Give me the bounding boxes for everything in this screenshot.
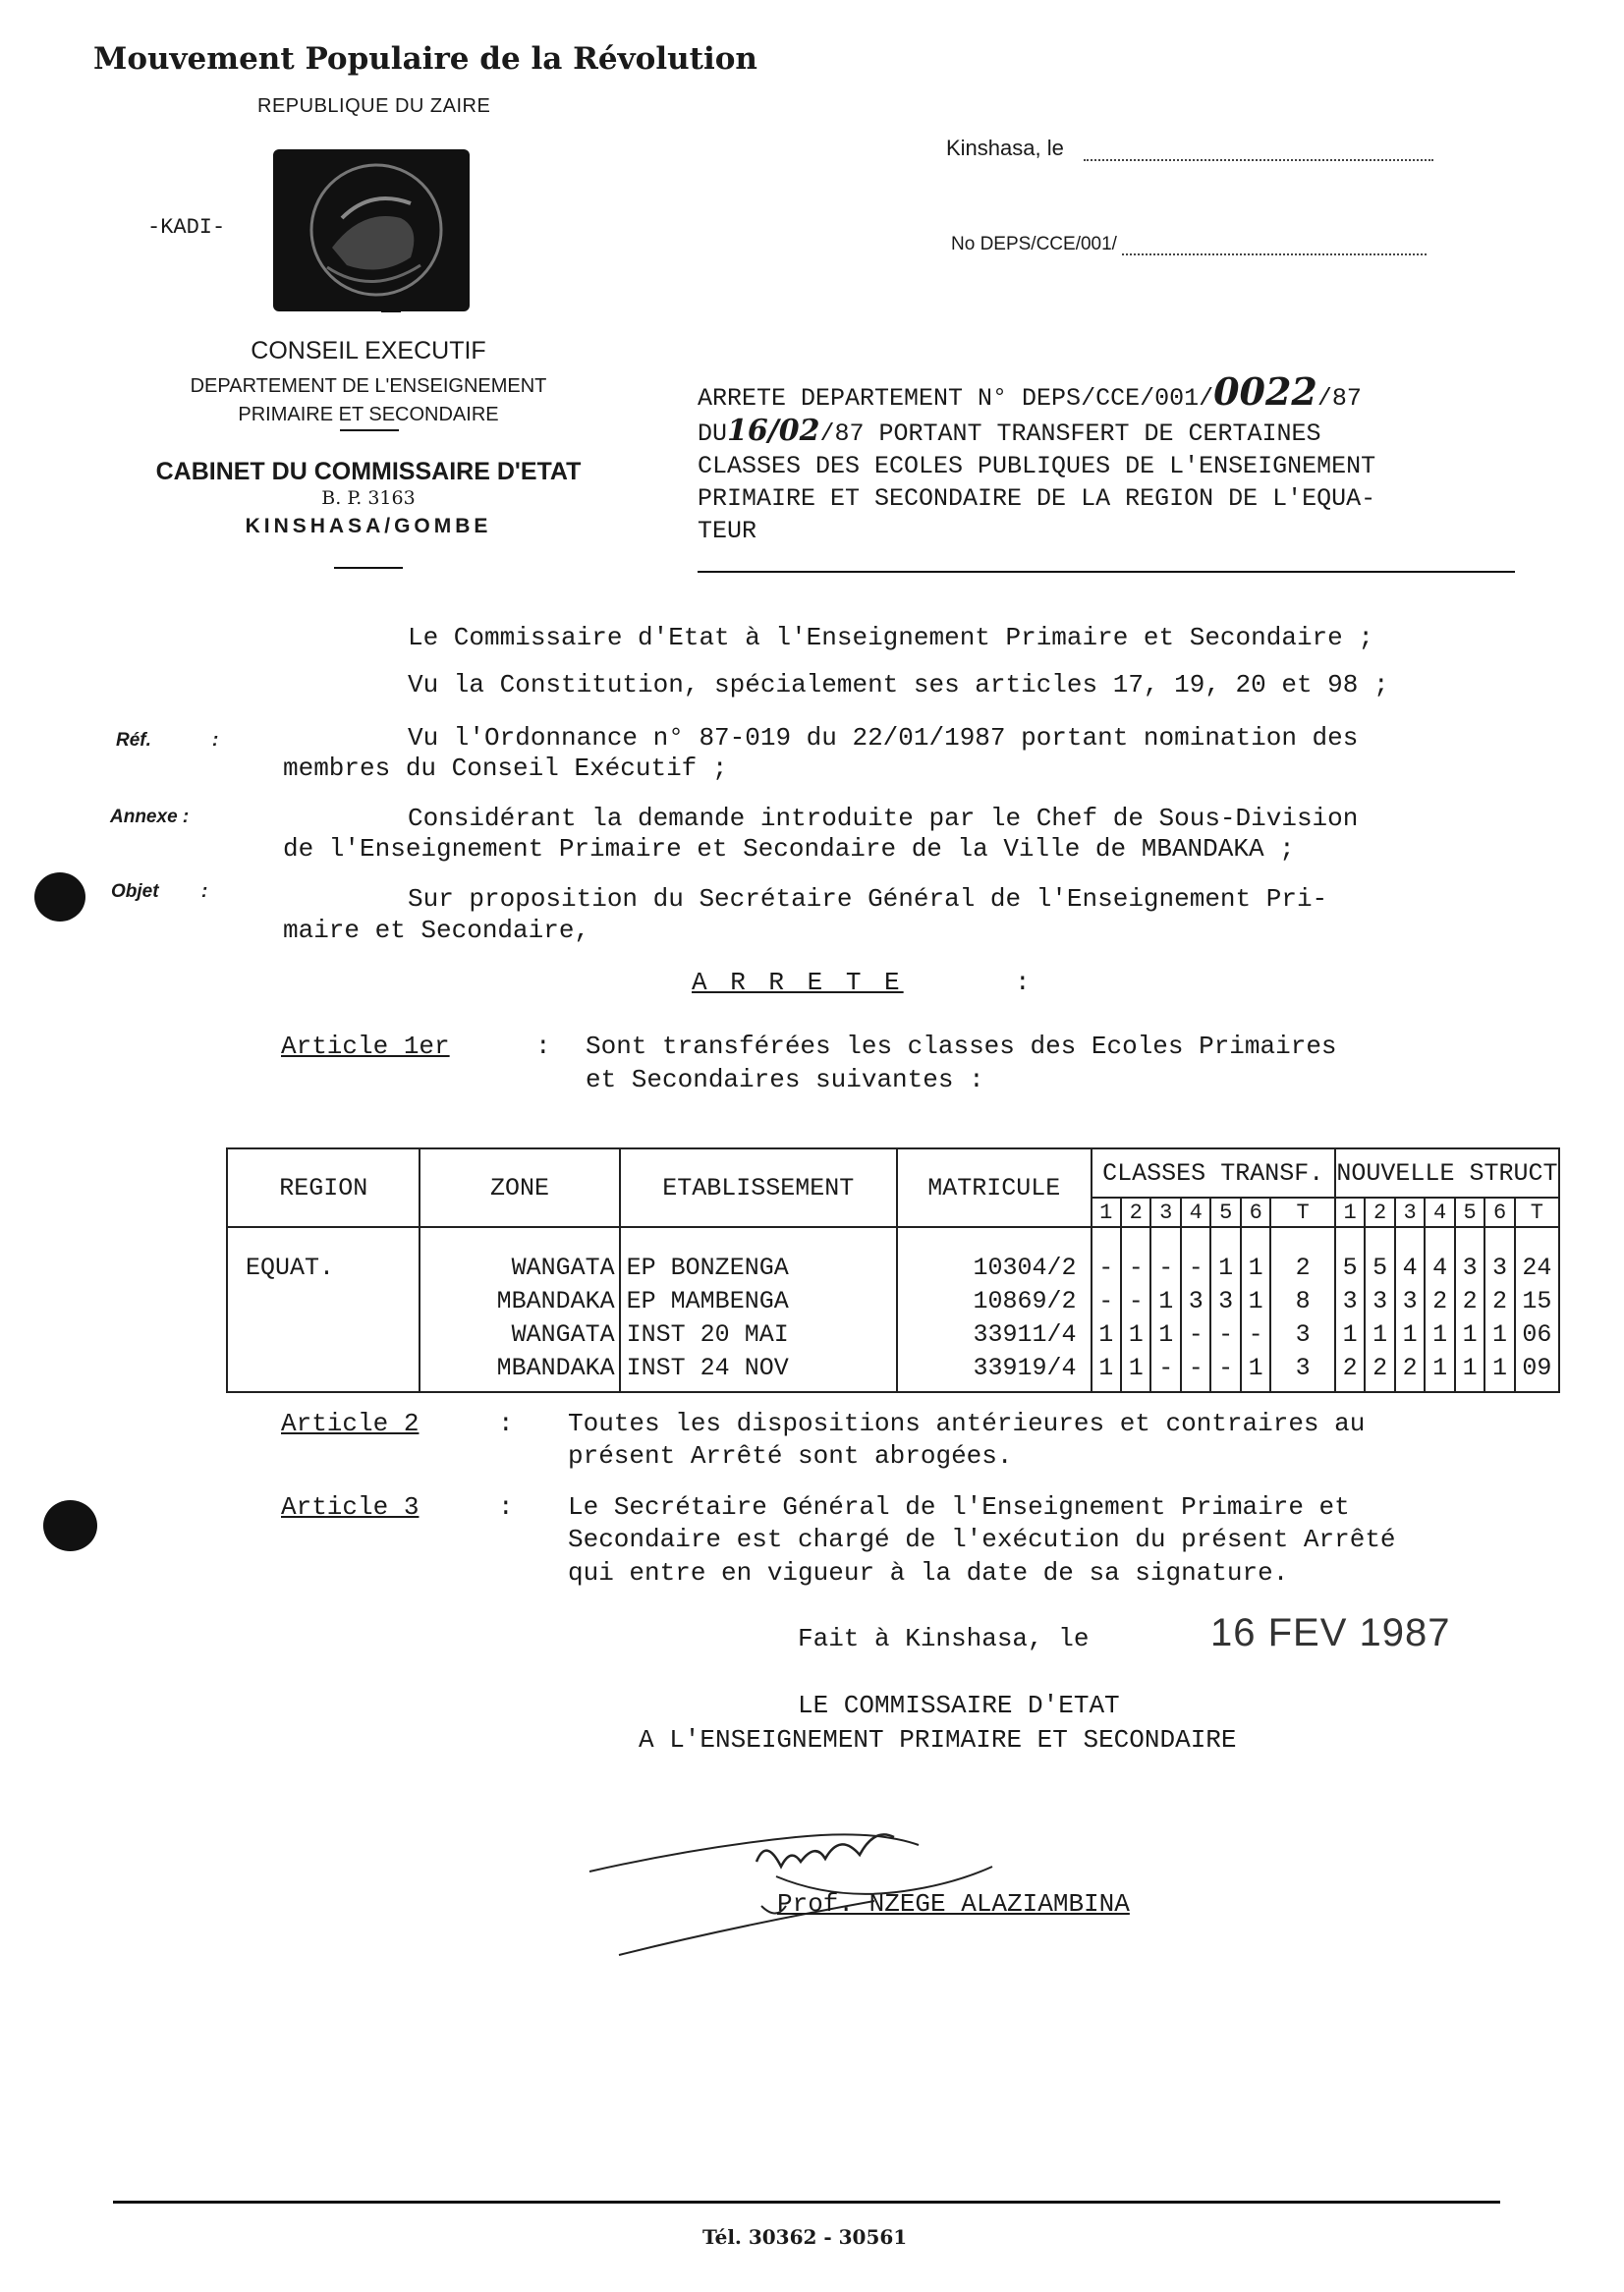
preamble-ordonnance-2: membres du Conseil Exécutif ; [283,754,728,783]
struct-count: 3 [1342,1287,1358,1315]
subcol-classes: 5 [1210,1198,1240,1227]
struct-count: 4 [1432,1254,1448,1282]
zone-value: WANGATA [511,1254,615,1282]
class-count: 1 [1248,1254,1263,1282]
fait-a-kinshasa: Fait à Kinshasa, le [798,1624,1090,1653]
table-header-row [227,1148,1559,1198]
date-stamp: 16 FEV 1987 [1210,1611,1451,1654]
article-1-line-1: Sont transférées les classes des Ecoles Primaires [586,1032,1337,1061]
zone-value: MBANDAKA [496,1287,615,1315]
movement-name: Mouvement Populaire de la Révolution [93,41,757,77]
heading-rule [698,571,1515,573]
signatory-name: Prof. NZEGE ALAZIAMBINA [777,1889,1130,1919]
heading-line-3: CLASSES DES ECOLES PUBLIQUES DE L'ENSEIGNEMENT [698,452,1376,480]
arrete-colon: : [1015,968,1031,997]
etab-value: EP MAMBENGA [626,1287,789,1315]
cell-matricules [897,1227,1092,1392]
struct-count: 5 [1372,1254,1388,1282]
cell-etablissements [620,1227,897,1392]
article-2-line-1: Toutes les dispositions antérieures et contraires au [568,1409,1366,1438]
struct-count: 3 [1462,1254,1478,1282]
col-header-classes-transf: CLASSES TRANSF. [1092,1148,1335,1198]
etab-value: INST 20 MAI [626,1320,789,1349]
cell-classes-col [1241,1227,1270,1392]
class-count: - [1218,1320,1234,1349]
struct-count: 1 [1462,1354,1478,1382]
subcol-classes: 2 [1121,1198,1150,1227]
article-3-line-2: Secondaire est chargé de l'exécution du présent Arrêté [568,1525,1396,1554]
arrete-title: A R R E T E [692,968,904,997]
heading-year: /87 [1316,384,1362,413]
cell-classes-col [1181,1227,1210,1392]
subcol-nouvelle: 5 [1455,1198,1484,1227]
class-count: 1 [1128,1320,1144,1349]
heading-line-5: TEUR [698,517,757,545]
cell-region [227,1227,420,1392]
margin-object-label: Objet [111,881,159,902]
heading-line-1: ARRETE DEPARTEMENT N° DEPS/CCE/001/ [698,384,1214,413]
cell-zones [420,1227,619,1392]
heading-line-2: /87 PORTANT TRANSFERT DE CERTAINES [819,419,1321,448]
class-count: - [1188,1254,1204,1282]
class-count: 1 [1098,1354,1114,1382]
footer-rule [113,2201,1500,2204]
matricule-value: 10869/2 [973,1287,1077,1315]
article-1-sep: : [535,1032,551,1061]
class-count: - [1098,1254,1114,1282]
subcol-nouvelle-total: T [1515,1198,1559,1227]
article-3-sep: : [498,1492,514,1522]
date-blank [1084,159,1433,161]
class-count: 1 [1158,1320,1174,1349]
struct-count: 3 [1402,1287,1418,1315]
struct-count: 2 [1492,1287,1508,1315]
class-count: 1 [1158,1287,1174,1315]
decree-date-handwritten: 16/02 [727,414,820,448]
footer-telephone: Tél. 30362 - 30561 [702,2225,908,2249]
subcol-classes: 3 [1150,1198,1180,1227]
subcol-nouvelle: 3 [1395,1198,1425,1227]
article-1-line-2: et Secondaires suivantes : [586,1065,984,1094]
struct-count: 4 [1402,1254,1418,1282]
etab-value: EP BONZENGA [626,1254,789,1282]
struct-count: 1 [1372,1320,1388,1349]
subcol-classes-total: T [1270,1198,1334,1227]
etab-value: INST 24 NOV [626,1354,789,1382]
struct-count: 1 [1492,1320,1508,1349]
department-line-2: PRIMAIRE ET SECONDAIRE [238,404,499,425]
punch-hole-mark-bottom [43,1500,97,1551]
article-3-line-1: Le Secrétaire Général de l'Enseignement Primaire et [568,1492,1350,1522]
article-2-label: Article 2 [281,1409,420,1438]
decree-heading [698,369,1533,547]
subcol-nouvelle: 1 [1335,1198,1365,1227]
city-name: KINSHASA/GOMBE [245,515,492,537]
struct-count: 1 [1492,1354,1508,1382]
class-count: 1 [1218,1254,1234,1282]
struct-count: 1 [1342,1320,1358,1349]
class-count: 1 [1098,1320,1114,1349]
cabinet-name: CABINET DU COMMISSAIRE D'ETAT [155,458,582,485]
struct-count: 1 [1402,1320,1418,1349]
struct-count: 1 [1462,1320,1478,1349]
margin-object-colon: : [201,881,208,902]
matricule-value: 33911/4 [973,1320,1077,1349]
class-count: - [1128,1287,1144,1315]
col-header-region: REGION [227,1148,420,1227]
struct-count: 1 [1432,1320,1448,1349]
department-rule [340,429,399,431]
reference-label: No DEPS/CCE/001/ [951,234,1117,254]
class-total: 3 [1295,1354,1311,1382]
heading-du: DU [698,419,728,448]
republic-name: REPUBLIQUE DU ZAIRE [257,95,491,117]
subcol-nouvelle: 2 [1365,1198,1394,1227]
class-count: - [1188,1320,1204,1349]
struct-total: 06 [1522,1320,1552,1349]
council-name: CONSEIL EXECUTIF [251,337,486,364]
preamble-constitution: Vu la Constitution, spécialement ses articles 17, 19, 20 et 98 ; [408,670,1389,699]
article-2-sep: : [498,1409,514,1438]
place-label: Kinshasa, le [946,136,1064,160]
class-count: - [1158,1254,1174,1282]
reference-blank [1122,253,1427,255]
matricule-value: 33919/4 [973,1354,1077,1382]
cell-classes-col [1092,1227,1121,1392]
struct-count: 2 [1402,1354,1418,1382]
zone-value: WANGATA [511,1320,615,1349]
struct-count: 2 [1432,1287,1448,1315]
struct-count: 5 [1342,1254,1358,1282]
commissioner-title-2: A L'ENSEIGNEMENT PRIMAIRE ET SECONDAIRE [639,1725,1237,1755]
cell-nouvelle-col [1335,1227,1365,1392]
class-count: - [1218,1354,1234,1382]
preamble-demand-1: Considérant la demande introduite par le Chef de Sous-Division [408,804,1359,833]
class-count: - [1128,1254,1144,1282]
region-value: EQUAT. [246,1254,335,1282]
class-count: 3 [1218,1287,1234,1315]
table-data-row [227,1227,1559,1392]
col-header-etablissement: ETABLISSEMENT [620,1148,897,1227]
article-1-label: Article 1er [281,1032,450,1061]
margin-ref-colon: : [212,730,219,751]
class-total: 2 [1295,1254,1311,1282]
heading-line-4: PRIMAIRE ET SECONDAIRE DE LA REGION DE L'EQUA- [698,484,1376,513]
class-count: 1 [1128,1354,1144,1382]
cell-nouvelle-total [1515,1227,1559,1392]
cell-classes-col [1150,1227,1180,1392]
class-count: 3 [1188,1287,1204,1315]
struct-count: 2 [1372,1354,1388,1382]
preamble-demand-2: de l'Enseignement Primaire et Secondaire de la Ville de MBANDAKA ; [283,834,1295,864]
struct-count: 3 [1492,1254,1508,1282]
struct-total: 09 [1522,1354,1552,1382]
subcol-nouvelle: 6 [1484,1198,1514,1227]
subcol-classes: 6 [1241,1198,1270,1227]
transfer-table [226,1147,1560,1393]
cell-nouvelle-col [1365,1227,1394,1392]
class-count: - [1098,1287,1114,1315]
preamble-proposition-2: maire et Secondaire, [283,916,590,945]
matricule-value: 10304/2 [973,1254,1077,1282]
seal-rule [381,310,401,312]
struct-total: 24 [1522,1254,1552,1282]
class-count: 1 [1248,1287,1263,1315]
subcol-classes: 4 [1181,1198,1210,1227]
struct-count: 2 [1342,1354,1358,1382]
cell-nouvelle-col [1425,1227,1454,1392]
class-count: - [1188,1354,1204,1382]
preamble-proposition-1: Sur proposition du Secrétaire Général de l'Enseignement Pri- [408,884,1328,914]
cell-classes-col [1121,1227,1150,1392]
col-header-zone: ZONE [420,1148,619,1227]
preamble-commissioner: Le Commissaire d'Etat à l'Enseignement Primaire et Secondaire ; [408,623,1373,652]
city-rule [334,567,403,569]
reference-line [951,234,1427,255]
article-3-line-3: qui entre en vigueur à la date de sa signature. [568,1558,1289,1588]
cell-nouvelle-col [1455,1227,1484,1392]
struct-count: 3 [1372,1287,1388,1315]
margin-annex-label: Annexe : [110,807,190,827]
cell-classes-total [1270,1227,1334,1392]
commissioner-title-1: LE COMMISSAIRE D'ETAT [798,1691,1120,1720]
cell-nouvelle-col [1484,1227,1514,1392]
national-seal-emblem [273,149,470,311]
article-2-line-2: présent Arrêté sont abrogées. [568,1441,1013,1471]
article-3-label: Article 3 [281,1492,420,1522]
cell-nouvelle-col [1395,1227,1425,1392]
class-count: - [1158,1354,1174,1382]
margin-ref-label: Réf. [116,730,151,751]
zone-value: MBANDAKA [496,1354,615,1382]
col-header-nouvelle-struct: NOUVELLE STRUCT [1335,1148,1559,1198]
cell-classes-col [1210,1227,1240,1392]
preamble-ordonnance-1: Vu l'Ordonnance n° 87-019 du 22/01/1987 portant nomination des [408,723,1359,753]
class-count: 1 [1248,1354,1263,1382]
subcol-classes: 1 [1092,1198,1121,1227]
class-count: - [1248,1320,1263,1349]
decree-number-handwritten: 0022 [1213,369,1317,414]
motto: -KADI- [147,215,226,240]
col-header-matricule: MATRICULE [897,1148,1092,1227]
class-total: 8 [1295,1287,1311,1315]
struct-count: 1 [1432,1354,1448,1382]
department-line-1: DEPARTEMENT DE L'ENSEIGNEMENT [190,375,547,397]
place-date-line [946,136,1433,161]
postal-box: B. P. 3163 [321,487,416,509]
class-total: 3 [1295,1320,1311,1349]
struct-total: 15 [1522,1287,1552,1315]
subcol-nouvelle: 4 [1425,1198,1454,1227]
struct-count: 2 [1462,1287,1478,1315]
punch-hole-mark-top [34,872,85,922]
